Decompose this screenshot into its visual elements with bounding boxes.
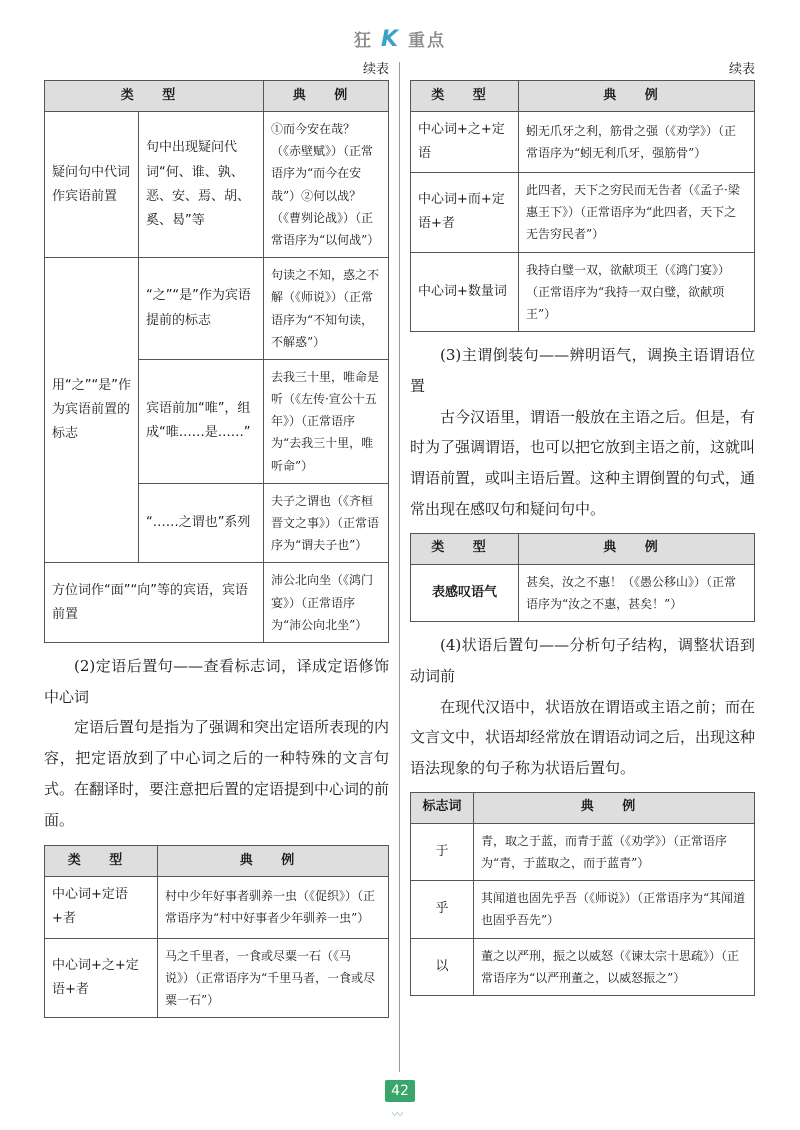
type-cell: 表感叹语气 [411, 564, 519, 621]
example-cell: 我持白璧一双，欲献项王（《鸿门宴》）（正常语序为“我持一双白璧，欲献项王”） [519, 252, 755, 332]
example-cell: 其闻道也固先乎吾（《师说》）（正常语序为“其闻道也固乎吾先”） [474, 881, 755, 938]
example-cell: 青，取之于蓝，而青于蓝（《劝学》）（正常语序为“青，于蓝取之，而于蓝青”） [474, 823, 755, 880]
example-cell: 句读之不知，惑之不解（《师说》）（正常语序为“不知句读，不解惑”） [263, 258, 388, 360]
header-k-logo: K [380, 27, 401, 52]
type-cell: 中心词+之+定语 [411, 112, 519, 173]
table-header-example: 典 例 [519, 533, 755, 564]
table-row [411, 881, 755, 938]
continued-label: 续表 [728, 62, 755, 77]
table-header-example: 典 例 [263, 81, 388, 112]
table-row [45, 563, 389, 643]
table-header-type: 类 型 [411, 533, 519, 564]
subtype-cell: 句中出现疑问代词“何、谁、孰、恶、安、焉、胡、奚、曷”等 [138, 112, 263, 258]
header-right-text: 重点 [407, 31, 446, 51]
table-row [411, 252, 755, 332]
table-row [411, 173, 755, 253]
table-subject-predicate [410, 533, 755, 622]
continued-label: 续表 [362, 62, 389, 77]
table-row [45, 938, 389, 1018]
type-cell: 中心词+而+定语+者 [411, 173, 519, 253]
subtype-cell: “之”“是”作为宾语提前的标志 [138, 258, 263, 360]
type-cell: 中心词+数量词 [411, 252, 519, 332]
type-cell: 中心词+之+定语+者 [45, 938, 158, 1018]
page-ornament-icon: 〰 [392, 1108, 403, 1121]
marker-cell: 乎 [411, 881, 474, 938]
marker-cell: 于 [411, 823, 474, 880]
table-header-type: 类 型 [45, 846, 158, 877]
table-adverbial [410, 792, 755, 996]
table-row [411, 938, 755, 995]
table-row [411, 564, 755, 621]
example-cell: 董之以严刑，振之以威怒（《谏太宗十思疏》）（正常语序为“以严刑董之，以威怒振之”） [474, 938, 755, 995]
example-cell: 夫子之谓也（《齐桓晋文之事》）（正常语序为“谓夫子也”） [263, 483, 388, 563]
type-cell: 中心词+定语+者 [45, 877, 158, 938]
example-cell: 村中少年好事者驯养一虫（《促织》）（正常语序为“村中好事者少年驯养一虫”） [158, 877, 389, 938]
table-header-type: 类 型 [45, 81, 264, 112]
table-header-marker: 标志词 [411, 792, 474, 823]
example-cell: 此四者，天下之穷民而无告者（《孟子·梁惠王下》）（正常语序为“此四者，天下之无告穷民者”） [519, 173, 755, 253]
table-object-preposition [44, 80, 389, 643]
table-row [411, 112, 755, 173]
column-divider [399, 62, 400, 1072]
paragraph-adverbial: 在现代汉语中，状语放在谓语或主语之前；而在文言文中，状语却经常放在谓语动词之后，出现这种语法现象的句子称为状语后置句。 [410, 697, 756, 778]
example-cell: ①而今安在哉？（《赤壁赋》）（正常语序为“而今在安哉”）②何以战？（《曹刿论战》）（正常语序为“以何战”） [263, 112, 388, 258]
table-row [45, 258, 389, 360]
subtype-cell: 宾语前加“唯”，组成“唯……是……” [138, 359, 263, 483]
section-heading-3: (3)主谓倒装句——辨明语气，调换主语谓语位置 [410, 346, 755, 395]
header-left-text: 狂 [354, 31, 374, 51]
type-cell: 疑问句中代词作宾语前置 [45, 112, 139, 258]
left-column [44, 60, 389, 1018]
table-header-example: 典 例 [158, 846, 389, 877]
table-header-type: 类 型 [411, 81, 519, 112]
type-cell: 用“之”“是”作为宾语前置的标志 [45, 258, 139, 563]
paragraph-attributive: 定语后置句是指为了强调和突出定语所表现的内容，把定语放到了中心词之后的一种特殊的文言句式。在翻译时，要注意把后置的定语提到中心词的前面。 [44, 718, 390, 829]
section-heading-4: (4)状语后置句——分析句子结构，调整状语到动词前 [410, 636, 755, 685]
table-attributive [44, 845, 389, 1018]
example-cell: 去我三十里，唯命是听（《左传·宣公十五年》）（正常语序为“去我三十里，唯听命”） [263, 359, 388, 483]
example-cell: 蚓无爪牙之利，筋骨之强（《劝学》）（正常语序为“蚓无利爪牙，强筋骨”） [519, 112, 755, 173]
example-cell: 马之千里者，一食或尽粟一石（《马说》）（正常语序为“千里马者，一食或尽粟一石”） [158, 938, 389, 1018]
subtype-cell: “……之谓也”系列 [138, 483, 263, 563]
page-number: 42 [385, 1080, 415, 1102]
table-row [45, 112, 389, 258]
table-attributive-continued [410, 80, 755, 332]
type-cell: 方位词作“面”“向”等的宾语，宾语前置 [45, 563, 264, 643]
right-column [410, 60, 755, 996]
page-header [0, 26, 800, 56]
table-header-example: 典 例 [519, 81, 755, 112]
section-heading-2: (2)定语后置句——查看标志词，译成定语修饰中心词 [44, 656, 389, 706]
table-row [411, 823, 755, 880]
table-header-example: 典 例 [474, 792, 755, 823]
marker-cell: 以 [411, 938, 474, 995]
paragraph-inversion: 古今汉语里，谓语一般放在主语之后。但是，有时为了强调谓语，也可以把它放到主语之前，这就叫谓语前置，或叫主语后置。这种主谓倒置的句式，通常出现在感叹句和疑问句中。 [410, 407, 756, 518]
table-row [45, 877, 389, 938]
example-cell: 沛公北向坐（《鸿门宴》）（正常语序为“沛公向北坐”） [263, 563, 388, 643]
example-cell: 甚矣，汝之不惠！（《愚公移山》）（正常语序为“汝之不惠，甚矣！”） [519, 564, 755, 621]
